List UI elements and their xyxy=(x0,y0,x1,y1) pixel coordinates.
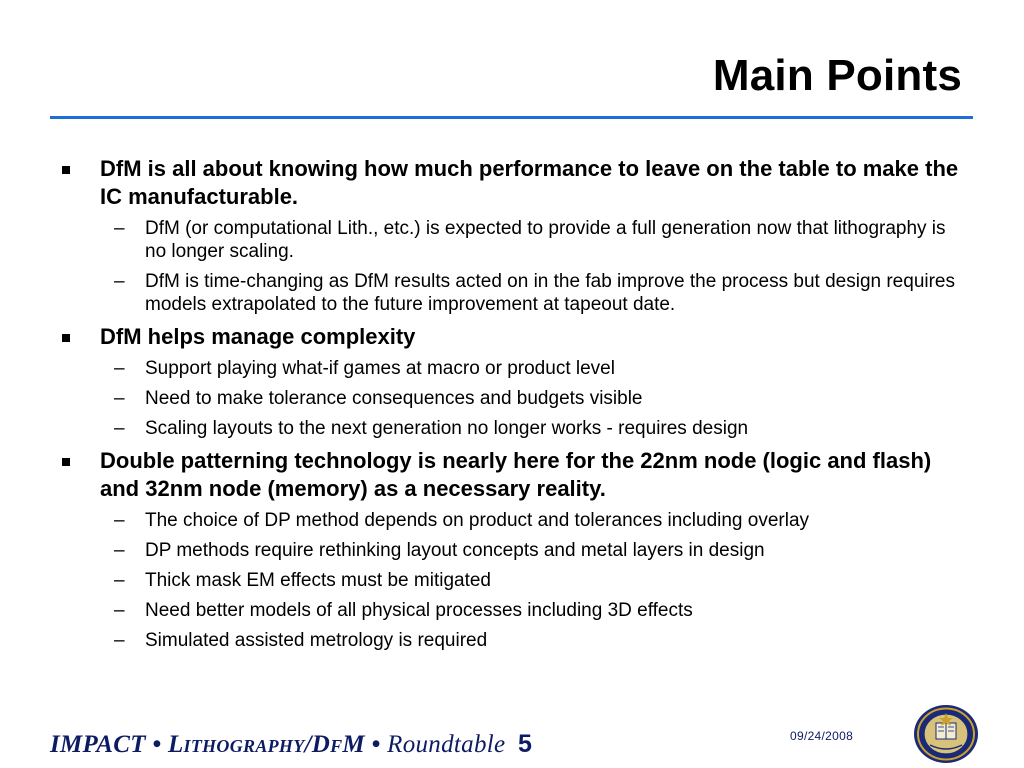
bullet-item xyxy=(58,323,963,351)
square-bullet-icon xyxy=(62,166,70,174)
sub-bullet-text: DfM (or computational Lith., etc.) is expected to provide a full generation now that lithography is no longer scaling. xyxy=(145,218,946,262)
university-seal-icon xyxy=(912,703,980,765)
footer-course-label xyxy=(50,730,532,759)
sub-bullet-item xyxy=(114,357,963,380)
sub-bullet-item xyxy=(114,417,963,440)
dash-icon: – xyxy=(114,630,125,651)
sub-bullet-list xyxy=(58,357,963,440)
sub-bullet-item xyxy=(114,539,963,562)
dash-icon: – xyxy=(114,271,125,292)
bullet-item xyxy=(58,155,963,211)
bullet-list xyxy=(58,155,963,659)
sub-bullet-list xyxy=(58,217,963,316)
dash-icon: – xyxy=(114,600,125,621)
sub-bullet-text: Support playing what-if games at macro or product level xyxy=(145,358,615,379)
sub-bullet-text: Simulated assisted metrology is required xyxy=(145,630,488,651)
dash-icon: – xyxy=(114,570,125,591)
page-number: 5 xyxy=(517,730,533,758)
sub-bullet-item xyxy=(114,569,963,592)
sub-bullet-item xyxy=(114,387,963,410)
sub-bullet-text: Scaling layouts to the next generation no longer works - requires design xyxy=(145,418,749,439)
square-bullet-icon xyxy=(62,334,70,342)
sub-bullet-item xyxy=(114,217,963,263)
bullet-text: Double patterning technology is nearly here for the 22nm node (logic and flash) and 32nm node (memory) as a necessary reality. xyxy=(100,448,932,501)
bullet-text: DfM is all about knowing how much performance to leave on the table to make the IC manufacturable. xyxy=(100,156,959,209)
sub-bullet-text: DfM is time-changing as DfM results acted on in the fab improve the process but design requires models extrapolated to the future improvement at tapeout date. xyxy=(145,271,955,315)
footer-left-text: IMPACT • Lithography/DfM • xyxy=(50,731,381,758)
bullet-text: DfM helps manage complexity xyxy=(100,324,416,349)
dash-icon: – xyxy=(114,510,125,531)
sub-bullet-text: Need better models of all physical processes including 3D effects xyxy=(145,600,693,621)
dash-icon: – xyxy=(114,540,125,561)
slide-title: Main Points xyxy=(712,51,962,100)
dash-icon: – xyxy=(114,418,125,439)
footer-roundtable: Roundtable xyxy=(387,731,506,758)
dash-icon: – xyxy=(114,218,125,239)
sub-bullet-text: Need to make tolerance consequences and budgets visible xyxy=(145,388,643,409)
dash-icon: – xyxy=(114,358,125,379)
sub-bullet-text: DP methods require rethinking layout concepts and metal layers in design xyxy=(145,540,765,561)
sub-bullet-list xyxy=(58,509,963,652)
bullet-item xyxy=(58,447,963,503)
square-bullet-icon xyxy=(62,458,70,466)
sub-bullet-text: The choice of DP method depends on product and tolerances including overlay xyxy=(145,510,810,531)
sub-bullet-item xyxy=(114,270,963,316)
dash-icon: – xyxy=(114,388,125,409)
sub-bullet-text: Thick mask EM effects must be mitigated xyxy=(145,570,491,591)
sub-bullet-item xyxy=(114,599,963,622)
title-divider xyxy=(50,116,973,119)
sub-bullet-item xyxy=(114,629,963,652)
sub-bullet-item xyxy=(114,509,963,532)
footer-date: 09/24/2008 xyxy=(790,729,854,743)
